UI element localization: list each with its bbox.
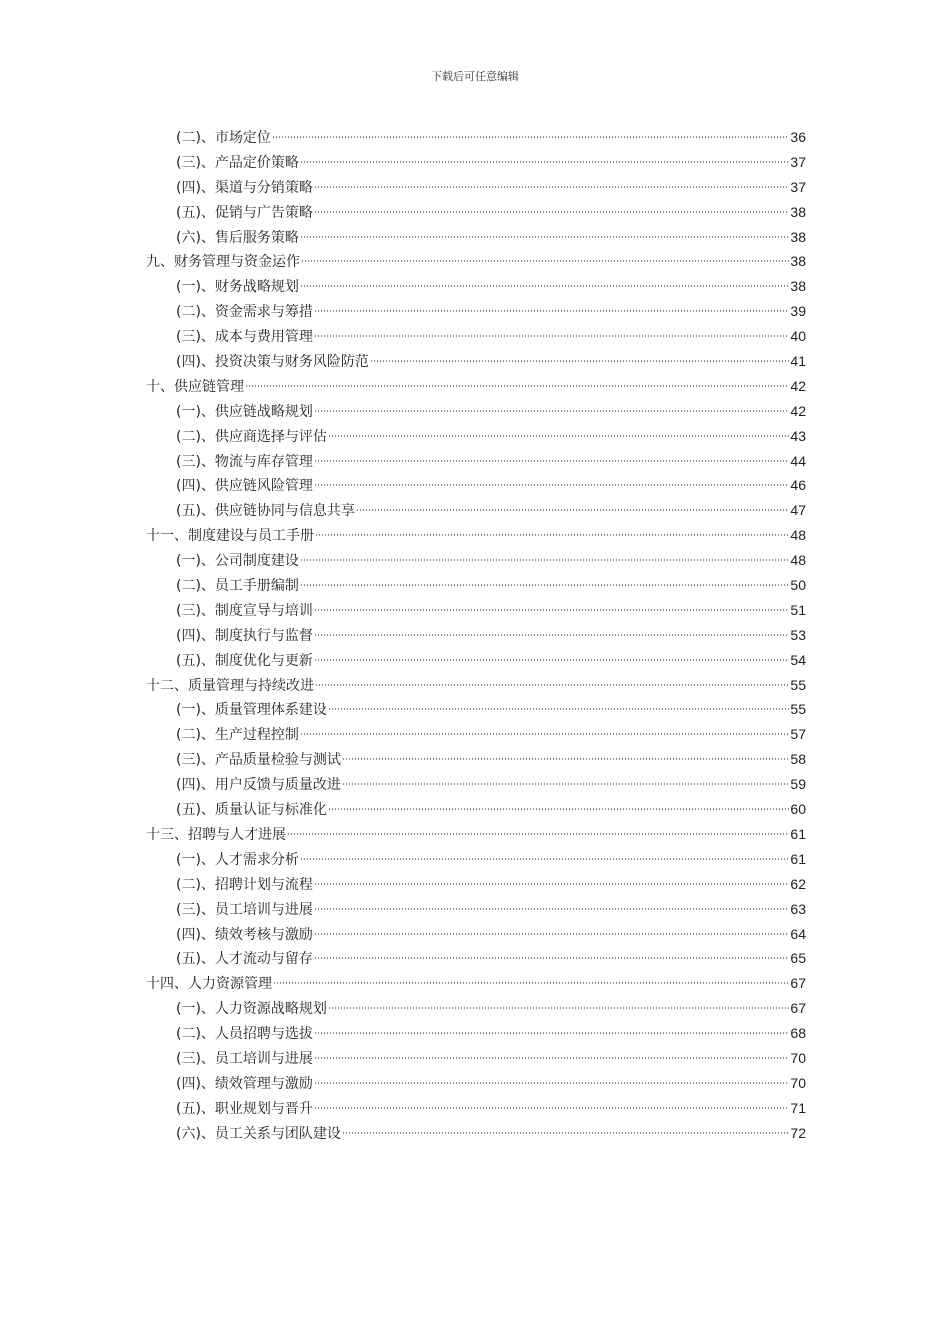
toc-dot-leader bbox=[328, 808, 789, 810]
toc-chapter-entry[interactable] bbox=[146, 523, 806, 548]
toc-entry-title: (二)、招聘计划与流程 bbox=[176, 876, 313, 893]
toc-section-entry[interactable] bbox=[146, 548, 806, 573]
toc-dot-leader bbox=[314, 484, 789, 486]
toc-page-number: 67 bbox=[790, 1000, 806, 1017]
toc-page-number: 63 bbox=[790, 900, 806, 917]
toc-page-number: 60 bbox=[790, 801, 806, 818]
toc-entry-title: (四)、制度执行与监督 bbox=[176, 627, 313, 644]
toc-entry-title: (六)、售后服务策略 bbox=[176, 229, 299, 246]
toc-page-number: 42 bbox=[790, 377, 806, 394]
toc-entry-title: (一)、人力资源战略规划 bbox=[176, 1001, 327, 1018]
toc-page-number: 51 bbox=[790, 601, 806, 618]
toc-dot-leader bbox=[245, 385, 789, 387]
toc-dot-leader bbox=[301, 260, 789, 262]
toc-section-entry[interactable] bbox=[146, 797, 806, 822]
toc-dot-leader bbox=[342, 783, 789, 785]
toc-entry-title: (五)、职业规划与晋升 bbox=[176, 1100, 313, 1117]
toc-chapter-entry[interactable] bbox=[146, 374, 806, 399]
toc-entry-title: (二)、人员招聘与选拔 bbox=[176, 1026, 313, 1043]
toc-page-number: 37 bbox=[790, 153, 806, 170]
toc-entry-title: (三)、产品质量检验与测试 bbox=[176, 752, 341, 769]
toc-page-number: 38 bbox=[790, 278, 806, 295]
toc-dot-leader bbox=[315, 534, 789, 536]
toc-entry-title: (六)、员工关系与团队建设 bbox=[176, 1125, 341, 1142]
toc-dot-leader bbox=[328, 1007, 789, 1009]
toc-page-number: 39 bbox=[790, 303, 806, 320]
toc-section-entry[interactable] bbox=[146, 175, 806, 200]
toc-page-number: 40 bbox=[790, 328, 806, 345]
toc-page-number: 50 bbox=[790, 577, 806, 594]
toc-section-entry[interactable] bbox=[146, 349, 806, 374]
toc-entry-title: (三)、产品定价策略 bbox=[176, 154, 299, 171]
toc-page-number: 36 bbox=[790, 129, 806, 145]
toc-dot-leader bbox=[300, 236, 789, 238]
toc-dot-leader bbox=[314, 659, 789, 661]
toc-section-entry[interactable] bbox=[146, 722, 806, 747]
toc-entry-title: 十三、招聘与人才进展 bbox=[146, 826, 286, 843]
toc-dot-leader bbox=[315, 684, 789, 686]
toc-dot-leader bbox=[370, 360, 789, 362]
toc-page-number: 65 bbox=[790, 950, 806, 967]
toc-section-entry[interactable] bbox=[146, 946, 806, 971]
table-of-contents bbox=[146, 125, 806, 1146]
toc-dot-leader bbox=[314, 1082, 789, 1084]
toc-dot-leader bbox=[314, 1057, 789, 1059]
toc-entry-title: (三)、员工培训与进展 bbox=[176, 901, 313, 918]
toc-dot-leader bbox=[300, 285, 789, 287]
toc-dot-leader bbox=[314, 1032, 789, 1034]
toc-dot-leader bbox=[314, 410, 789, 412]
toc-section-entry[interactable] bbox=[146, 897, 806, 922]
toc-dot-leader bbox=[314, 211, 789, 213]
toc-dot-leader bbox=[314, 957, 789, 959]
toc-entry-title: (四)、绩效管理与激励 bbox=[176, 1075, 313, 1092]
toc-dot-leader bbox=[314, 908, 789, 910]
toc-entry-title: (二)、生产过程控制 bbox=[176, 727, 299, 744]
toc-page-number: 47 bbox=[790, 502, 806, 519]
toc-entry-title: (四)、投资决策与财务风险防范 bbox=[176, 354, 369, 371]
toc-section-entry[interactable] bbox=[146, 573, 806, 598]
toc-dot-leader bbox=[314, 310, 789, 312]
toc-entry-title: (五)、质量认证与标准化 bbox=[176, 802, 327, 819]
toc-entry-title: (一)、质量管理体系建设 bbox=[176, 702, 327, 719]
toc-dot-leader bbox=[300, 559, 789, 561]
toc-entry-title: (三)、成本与费用管理 bbox=[176, 329, 313, 346]
toc-page-number: 38 bbox=[790, 253, 806, 270]
toc-dot-leader bbox=[314, 883, 789, 885]
toc-page-number: 55 bbox=[790, 676, 806, 693]
toc-page-number: 42 bbox=[790, 402, 806, 419]
toc-dot-leader bbox=[328, 435, 789, 437]
toc-page-number: 37 bbox=[790, 178, 806, 195]
toc-chapter-entry[interactable] bbox=[146, 822, 806, 847]
toc-section-entry[interactable] bbox=[146, 150, 806, 175]
toc-page-number: 58 bbox=[790, 751, 806, 768]
toc-dot-leader bbox=[314, 1107, 789, 1109]
toc-chapter-entry[interactable] bbox=[146, 673, 806, 698]
toc-entry-title: (四)、供应链风险管理 bbox=[176, 478, 313, 495]
toc-page-number: 38 bbox=[790, 203, 806, 220]
toc-chapter-entry[interactable] bbox=[146, 971, 806, 996]
toc-page-number: 54 bbox=[790, 651, 806, 668]
toc-entry-title: (二)、资金需求与筹措 bbox=[176, 304, 313, 321]
toc-page-number: 55 bbox=[790, 701, 806, 718]
toc-section-entry[interactable] bbox=[146, 922, 806, 947]
toc-page-number: 44 bbox=[790, 452, 806, 469]
toc-page-number: 71 bbox=[790, 1099, 806, 1116]
toc-dot-leader bbox=[342, 1132, 789, 1134]
toc-section-entry[interactable] bbox=[146, 1071, 806, 1096]
toc-section-entry[interactable] bbox=[146, 996, 806, 1021]
toc-page-number: 67 bbox=[790, 975, 806, 992]
toc-entry-title: 十二、质量管理与持续改进 bbox=[146, 677, 314, 694]
toc-page-number: 41 bbox=[790, 353, 806, 370]
toc-dot-leader bbox=[314, 634, 789, 636]
toc-entry-title: 十四、人力资源管理 bbox=[146, 976, 272, 993]
toc-dot-leader bbox=[314, 609, 789, 611]
toc-section-entry[interactable] bbox=[146, 274, 806, 299]
toc-page-number: 72 bbox=[790, 1124, 806, 1141]
toc-entry-title: (一)、供应链战略规划 bbox=[176, 403, 313, 420]
toc-dot-leader bbox=[300, 858, 789, 860]
toc-dot-leader bbox=[287, 833, 789, 835]
toc-section-entry[interactable] bbox=[146, 1096, 806, 1121]
toc-entry-title: (一)、公司制度建设 bbox=[176, 553, 299, 570]
toc-dot-leader bbox=[314, 186, 789, 188]
toc-page-number: 61 bbox=[790, 850, 806, 867]
toc-entry-title: (四)、用户反馈与质量改进 bbox=[176, 777, 341, 794]
toc-section-entry[interactable] bbox=[146, 1046, 806, 1071]
toc-section-entry[interactable] bbox=[146, 299, 806, 324]
toc-page-number: 68 bbox=[790, 1025, 806, 1042]
toc-entry-title: 九、财务管理与资金运作 bbox=[146, 254, 300, 271]
toc-entry-title: (一)、财务战略规划 bbox=[176, 279, 299, 296]
toc-dot-leader bbox=[342, 758, 789, 760]
toc-section-entry[interactable] bbox=[146, 648, 806, 673]
toc-entry-title: (四)、渠道与分销策略 bbox=[176, 179, 313, 196]
toc-dot-leader bbox=[314, 460, 789, 462]
toc-entry-title: (三)、物流与库存管理 bbox=[176, 453, 313, 470]
toc-section-entry[interactable] bbox=[146, 872, 806, 897]
toc-section-entry[interactable] bbox=[146, 324, 806, 349]
toc-page-number: 70 bbox=[790, 1074, 806, 1091]
toc-entry-title: (三)、制度宣导与培训 bbox=[176, 602, 313, 619]
toc-page-number: 59 bbox=[790, 776, 806, 793]
toc-entry-title: 十一、制度建设与员工手册 bbox=[146, 528, 314, 545]
toc-dot-leader bbox=[300, 733, 789, 735]
toc-entry-title: (二)、供应商选择与评估 bbox=[176, 428, 327, 445]
toc-section-entry[interactable] bbox=[146, 200, 806, 225]
toc-section-entry[interactable] bbox=[146, 449, 806, 474]
page-header: 下载后可任意编辑 bbox=[431, 70, 519, 83]
toc-dot-leader bbox=[314, 335, 789, 337]
toc-entry-title: (五)、促销与广告策略 bbox=[176, 204, 313, 221]
toc-page-number: 48 bbox=[790, 552, 806, 569]
toc-section-entry[interactable] bbox=[146, 697, 806, 722]
toc-page-number: 57 bbox=[790, 726, 806, 743]
toc-entry-title: (四)、绩效考核与激励 bbox=[176, 926, 313, 943]
toc-entry-title: (一)、人才需求分析 bbox=[176, 851, 299, 868]
toc-dot-leader bbox=[328, 708, 789, 710]
toc-page-number: 46 bbox=[790, 477, 806, 494]
toc-page-number: 43 bbox=[790, 427, 806, 444]
toc-section-entry[interactable] bbox=[146, 747, 806, 772]
toc-section-entry[interactable] bbox=[146, 424, 806, 449]
toc-page-number: 53 bbox=[790, 626, 806, 643]
toc-section-entry[interactable] bbox=[146, 847, 806, 872]
toc-page-number: 61 bbox=[790, 825, 806, 842]
toc-entry-title: (五)、制度优化与更新 bbox=[176, 652, 313, 669]
toc-entry-title: (三)、员工培训与进展 bbox=[176, 1050, 313, 1067]
toc-dot-leader bbox=[356, 509, 789, 511]
toc-section-entry[interactable] bbox=[146, 623, 806, 648]
toc-section-entry[interactable] bbox=[146, 399, 806, 424]
toc-section-entry[interactable] bbox=[146, 473, 806, 498]
toc-section-entry[interactable] bbox=[146, 225, 806, 250]
toc-entry-title: (二)、员工手册编制 bbox=[176, 578, 299, 595]
toc-section-entry[interactable] bbox=[146, 1021, 806, 1046]
toc-section-entry[interactable] bbox=[146, 772, 806, 797]
toc-dot-leader bbox=[272, 136, 789, 138]
toc-dot-leader bbox=[300, 161, 789, 163]
toc-page-number: 70 bbox=[790, 1049, 806, 1066]
toc-entry-title: (五)、供应链协同与信息共享 bbox=[176, 503, 355, 520]
toc-section-entry[interactable] bbox=[146, 498, 806, 523]
toc-section-entry[interactable] bbox=[146, 125, 806, 150]
toc-page-number: 48 bbox=[790, 527, 806, 544]
toc-section-entry[interactable] bbox=[146, 1121, 806, 1146]
toc-page-number: 64 bbox=[790, 925, 806, 942]
toc-entry-title: 十、供应链管理 bbox=[146, 378, 244, 395]
toc-dot-leader bbox=[273, 982, 789, 984]
toc-dot-leader bbox=[300, 584, 789, 586]
toc-chapter-entry[interactable] bbox=[146, 249, 806, 274]
toc-page-number: 38 bbox=[790, 228, 806, 245]
toc-section-entry[interactable] bbox=[146, 598, 806, 623]
toc-entry-title: (五)、人才流动与留存 bbox=[176, 951, 313, 968]
toc-page-number: 62 bbox=[790, 875, 806, 892]
toc-dot-leader bbox=[314, 933, 789, 935]
toc-entry-title: (二)、市场定位 bbox=[176, 130, 271, 146]
